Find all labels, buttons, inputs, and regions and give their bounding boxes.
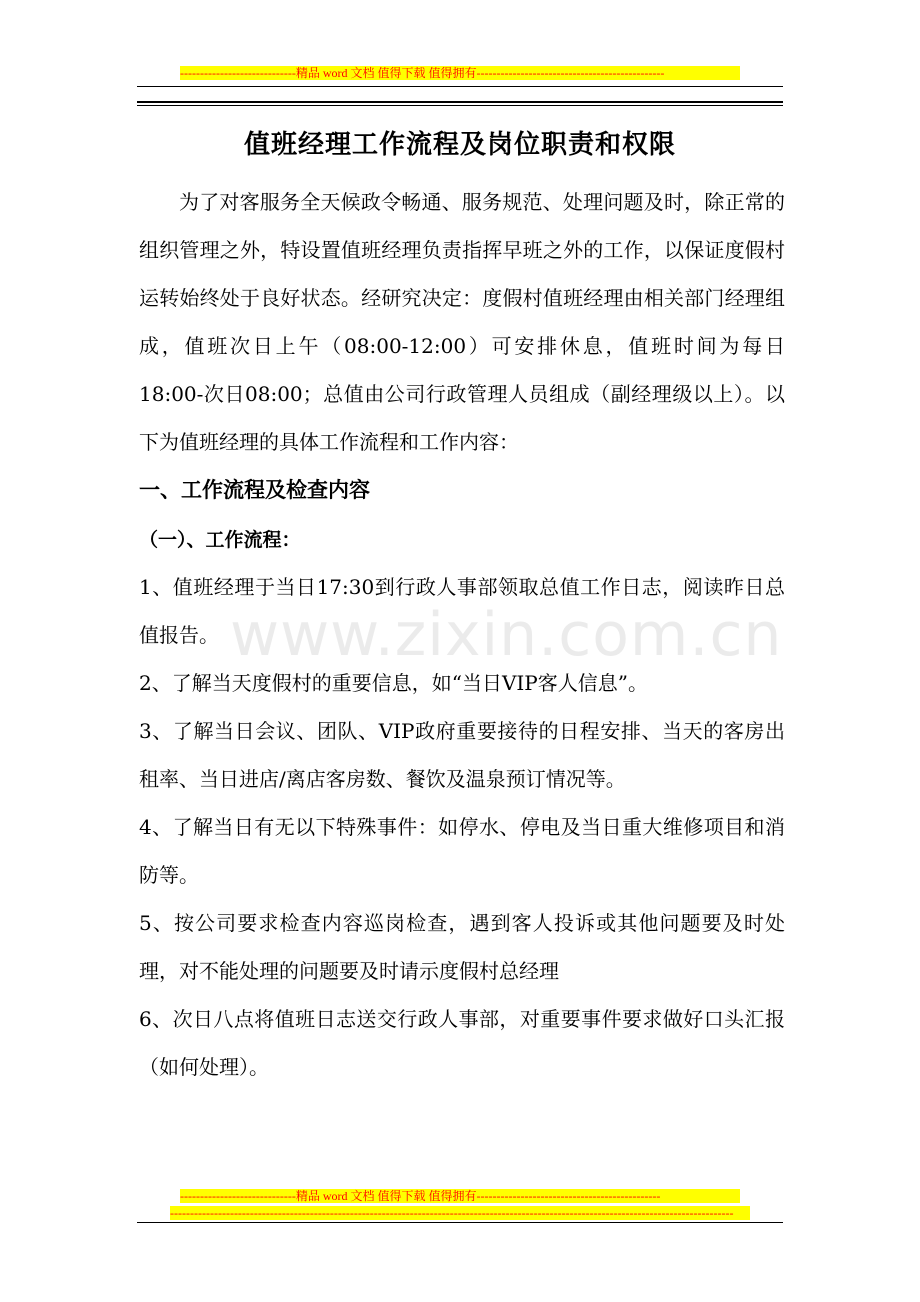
workflow-step-3: 3、了解当日会议、团队、VIP政府重要接待的日程安排、当天的客房出租率、当日进店/离店客房数、餐饮及温泉预订情况等。 <box>139 719 785 791</box>
header-rule-thick-2 <box>137 105 783 106</box>
footer-rule <box>137 1222 783 1223</box>
footer-banner: -----------------------------精品 word 文档 值得下载 值得拥有---------------------------------------------- <box>180 1189 740 1203</box>
workflow-step-2: 2、了解当天度假村的重要信息，如“当日VIP客人信息”。 <box>139 671 648 695</box>
workflow-steps <box>139 563 785 1091</box>
workflow-step-4: 4、了解当日有无以下特殊事件：如停水、停电及当日重大维修项目和消防等。 <box>139 815 785 887</box>
header-rule-thin <box>137 86 783 87</box>
intro-paragraph: 为了对客服务全天候政令畅通、服务规范、处理问题及时，除正常的组织管理之外，特设置值班经理负责指挥早班之外的工作，以保证度假村运转始终处于良好状态。经研究决定：度假村值班经理由相关部门经理组成，值班次日上午（08:00-12:00）可安排休息，值班时间为每日18:00-次日08:00；总值由公司行政管理人员组成（副经理级以上）。以下为值班经理的具体工作流程和工作内容： <box>139 190 785 454</box>
header-banner: -----------------------------精品 word 文档 值得下载 值得拥有----------------------------------------------- <box>180 66 740 80</box>
section-heading: 一、工作流程及检查内容 <box>139 477 370 502</box>
subsection-heading: （一）、工作流程： <box>139 529 301 551</box>
workflow-step-6: 6、次日八点将值班日志送交行政人事部，对重要事件要求做好口头汇报（如何处理）。 <box>139 1007 785 1079</box>
workflow-step-5: 5、按公司要求检查内容巡岗检查，遇到客人投诉或其他问题要及时处理，对不能处理的问题要及时请示度假村总经理 <box>139 911 785 983</box>
footer-banner-dashes: --------------------------------------------------------------------------------------------------------------------------------------------- <box>170 1206 750 1220</box>
header-rule-thick-1 <box>137 101 783 103</box>
workflow-step-1: 1、值班经理于当日17:30到行政人事部领取总值工作日志，阅读昨日总值报告。 <box>139 575 785 647</box>
watermark: www.zixin.com.cn <box>230 600 783 670</box>
document-title: 值班经理工作流程及岗位职责和权限 <box>243 130 676 160</box>
